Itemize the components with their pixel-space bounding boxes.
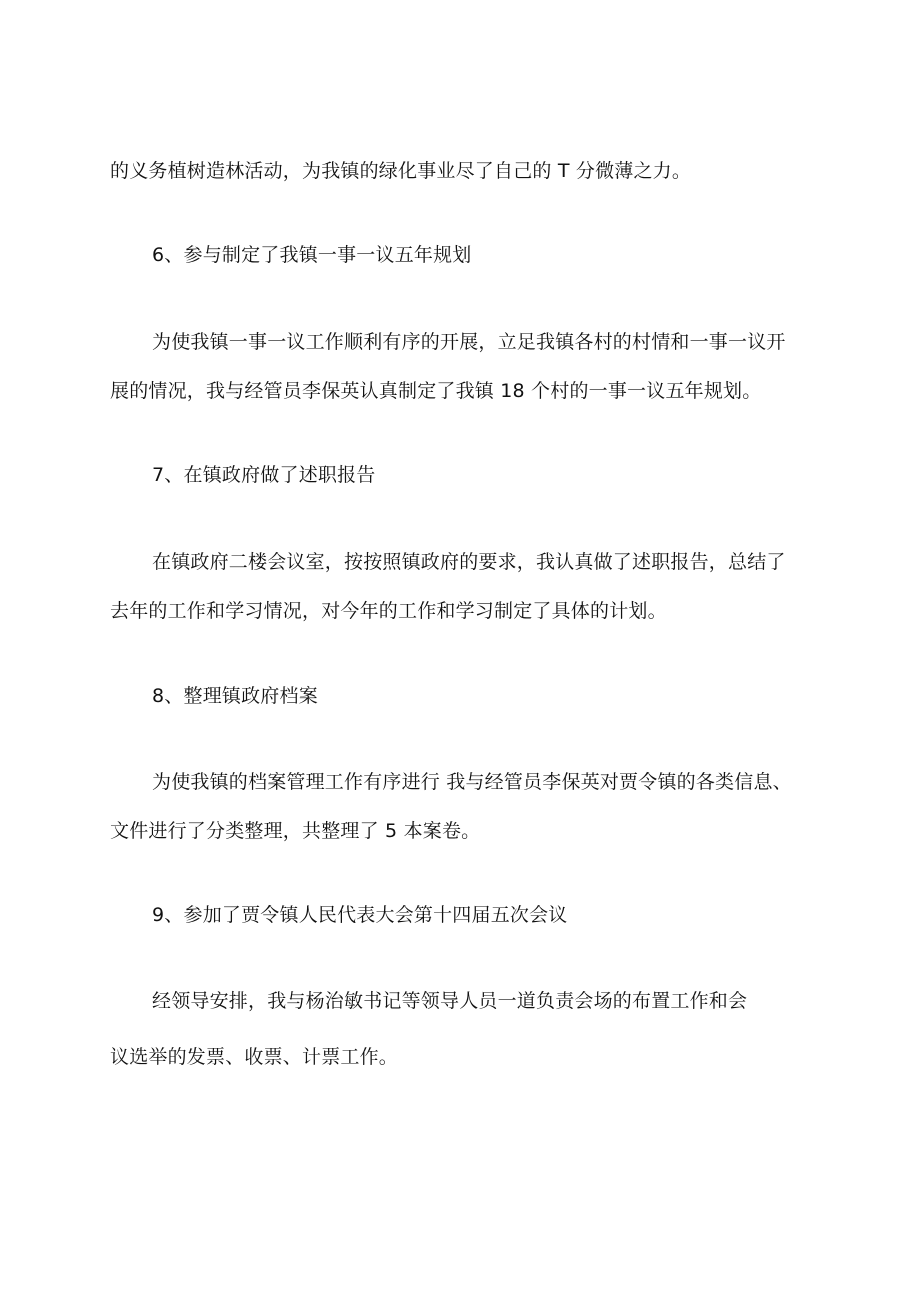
paragraph-7-line-2: 去年的工作和学习情况，对今年的工作和学习制定了具体的计划。 [110,600,667,622]
paragraph-6-line-2: 展的情况，我与经管员李保英认真制定了我镇 18 个村的一事一议五年规划。 [110,380,762,402]
paragraph-9-line-2: 议选举的发票、收票、计票工作。 [110,1046,399,1068]
paragraph-8-line-2: 文件进行了分类整理，共整理了 5 本案卷。 [110,820,481,842]
paragraph-9-line-1: 经领导安排，我与杨治敏书记等领导人员一道负责会场的布置工作和会 [152,990,748,1012]
section-heading-9: 9、参加了贾令镇人民代表大会第十四届五次会议 [152,904,568,926]
section-heading-7: 7、在镇政府做了述职报告 [152,464,376,486]
paragraph-6-line-1: 为使我镇一事一议工作顺利有序的开展，立足我镇各村的村情和一事一议开 [152,331,786,353]
section-heading-6: 6、参与制定了我镇一事一议五年规划 [152,244,472,266]
paragraph-7-line-1: 在镇政府二楼会议室，按按照镇政府的要求，我认真做了述职报告，总结了 [152,551,786,573]
paragraph-8-line-1: 为使我镇的档案管理工作有序进行 我与经管员李保英对贾令镇的各类信息、 [152,771,792,793]
paragraph-continuation: 的义务植树造林活动，为我镇的绿化事业尽了自己的 T 分微薄之力。 [110,160,692,182]
section-heading-8: 8、整理镇政府档案 [152,685,318,707]
